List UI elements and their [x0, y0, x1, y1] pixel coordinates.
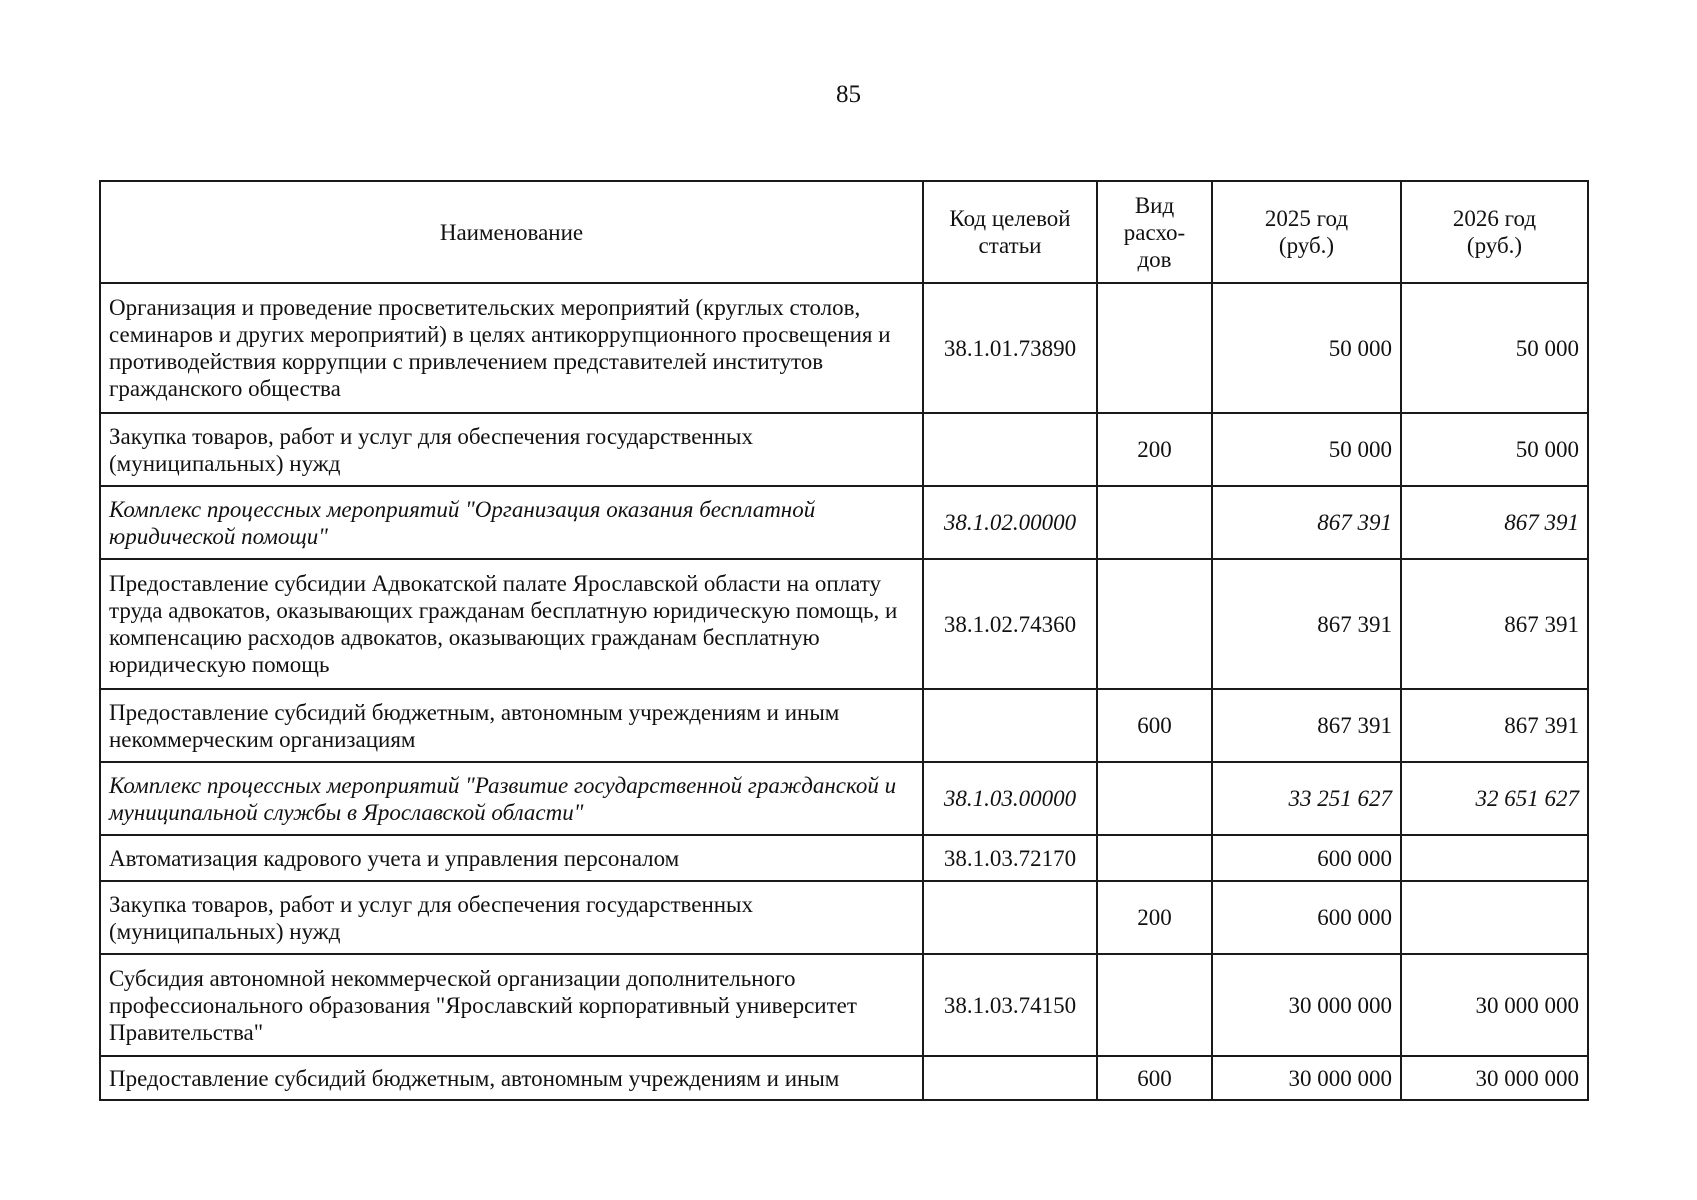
row-kind: 200 — [1097, 881, 1212, 954]
row-kind: 600 — [1097, 689, 1212, 762]
header-kind-line1: Вид — [1134, 192, 1175, 218]
row-name: Предоставление субсидии Адвокатской палате Ярославской области на оплату труда адвокатов, оказывающих гражданам бесплатную юридическую помощь, и компенсацию расходов адвокатов, оказывающих гражданам бесплатную юридическую помощь — [100, 559, 923, 689]
row-kind — [1097, 954, 1212, 1056]
row-y2026: 30 000 000 — [1401, 954, 1588, 1056]
table-row — [100, 559, 1588, 689]
row-code: 38.1.02.00000 — [923, 486, 1097, 559]
header-y2026-line2: (руб.) — [1466, 233, 1523, 258]
table-row — [100, 1056, 1588, 1100]
row-y2026: 32 651 627 — [1401, 762, 1588, 835]
row-code: 38.1.03.74150 — [923, 954, 1097, 1056]
row-y2025: 600 000 — [1212, 835, 1401, 881]
row-y2026: 30 000 000 — [1401, 1056, 1588, 1100]
header-kind — [1097, 181, 1212, 283]
table-row — [100, 881, 1588, 954]
table-row — [100, 954, 1588, 1056]
header-y2025 — [1212, 181, 1401, 283]
row-name: Субсидия автономной некоммерческой организации дополнительного профессионального образования "Ярославский корпоративный университет Правительства" — [100, 954, 923, 1056]
table-row — [100, 413, 1588, 486]
row-code: 38.1.03.72170 — [923, 835, 1097, 881]
row-y2025: 30 000 000 — [1212, 1056, 1401, 1100]
header-name — [100, 181, 923, 283]
row-y2025: 50 000 — [1212, 413, 1401, 486]
row-kind — [1097, 835, 1212, 881]
row-kind — [1097, 283, 1212, 413]
row-code — [923, 689, 1097, 762]
row-name: Закупка товаров, работ и услуг для обеспечения государственных (муниципальных) нужд — [100, 881, 923, 954]
row-code: 38.1.03.00000 — [923, 762, 1097, 835]
row-y2025: 30 000 000 — [1212, 954, 1401, 1056]
header-y2026-line1: 2026 год — [1452, 206, 1537, 231]
header-name-label: Наименование — [439, 219, 584, 245]
row-y2025: 50 000 — [1212, 283, 1401, 413]
row-name: Автоматизация кадрового учета и управления персоналом — [100, 835, 923, 881]
row-y2026: 50 000 — [1401, 283, 1588, 413]
row-kind — [1097, 486, 1212, 559]
row-y2026: 867 391 — [1401, 689, 1588, 762]
header-code — [923, 181, 1097, 283]
row-code: 38.1.02.74360 — [923, 559, 1097, 689]
table-header-row — [100, 181, 1588, 283]
row-y2026 — [1401, 835, 1588, 881]
page-number: 85 — [836, 81, 861, 108]
header-kind-line3: дов — [1137, 246, 1172, 272]
row-y2025: 33 251 627 — [1212, 762, 1401, 835]
row-y2026 — [1401, 881, 1588, 954]
budget-table — [99, 180, 1589, 1101]
table-row — [100, 283, 1588, 413]
row-name: Организация и проведение просветительских мероприятий (круглых столов, семинаров и других мероприятий) в целях антикоррупционного просвещения и противодействия коррупции с привлечением представителей институтов гражданского общества — [100, 283, 923, 413]
row-y2026: 50 000 — [1401, 413, 1588, 486]
row-kind — [1097, 762, 1212, 835]
row-y2026: 867 391 — [1401, 486, 1588, 559]
table-row — [100, 689, 1588, 762]
row-name: Предоставление субсидий бюджетным, автономным учреждениям и иным некоммерческим организациям — [100, 689, 923, 762]
header-y2025-line1: 2025 год — [1264, 206, 1349, 231]
row-code — [923, 1056, 1097, 1100]
row-name: Комплекс процессных мероприятий "Организация оказания бесплатной юридической помощи" — [100, 486, 923, 559]
row-y2025: 867 391 — [1212, 689, 1401, 762]
row-name: Комплекс процессных мероприятий "Развитие государственной гражданской и муниципальной службы в Ярославской области" — [100, 762, 923, 835]
row-code — [923, 413, 1097, 486]
row-code: 38.1.01.73890 — [923, 283, 1097, 413]
header-y2025-line2: (руб.) — [1278, 233, 1335, 258]
header-kind-line2: расхо- — [1123, 219, 1186, 245]
table-row-section — [100, 762, 1588, 835]
header-code-line1: Код целевой — [949, 206, 1071, 231]
row-y2025: 867 391 — [1212, 559, 1401, 689]
row-code — [923, 881, 1097, 954]
header-y2026 — [1401, 181, 1588, 283]
row-name: Закупка товаров, работ и услуг для обеспечения государственных (муниципальных) нужд — [100, 413, 923, 486]
table-row — [100, 835, 1588, 881]
row-kind: 600 — [1097, 1056, 1212, 1100]
row-y2026: 867 391 — [1401, 559, 1588, 689]
header-code-line2: статьи — [978, 233, 1042, 258]
row-kind — [1097, 559, 1212, 689]
table-row-section — [100, 486, 1588, 559]
row-kind: 200 — [1097, 413, 1212, 486]
row-y2025: 600 000 — [1212, 881, 1401, 954]
row-y2025: 867 391 — [1212, 486, 1401, 559]
row-name: Предоставление субсидий бюджетным, автономным учреждениям и иным — [100, 1056, 923, 1100]
